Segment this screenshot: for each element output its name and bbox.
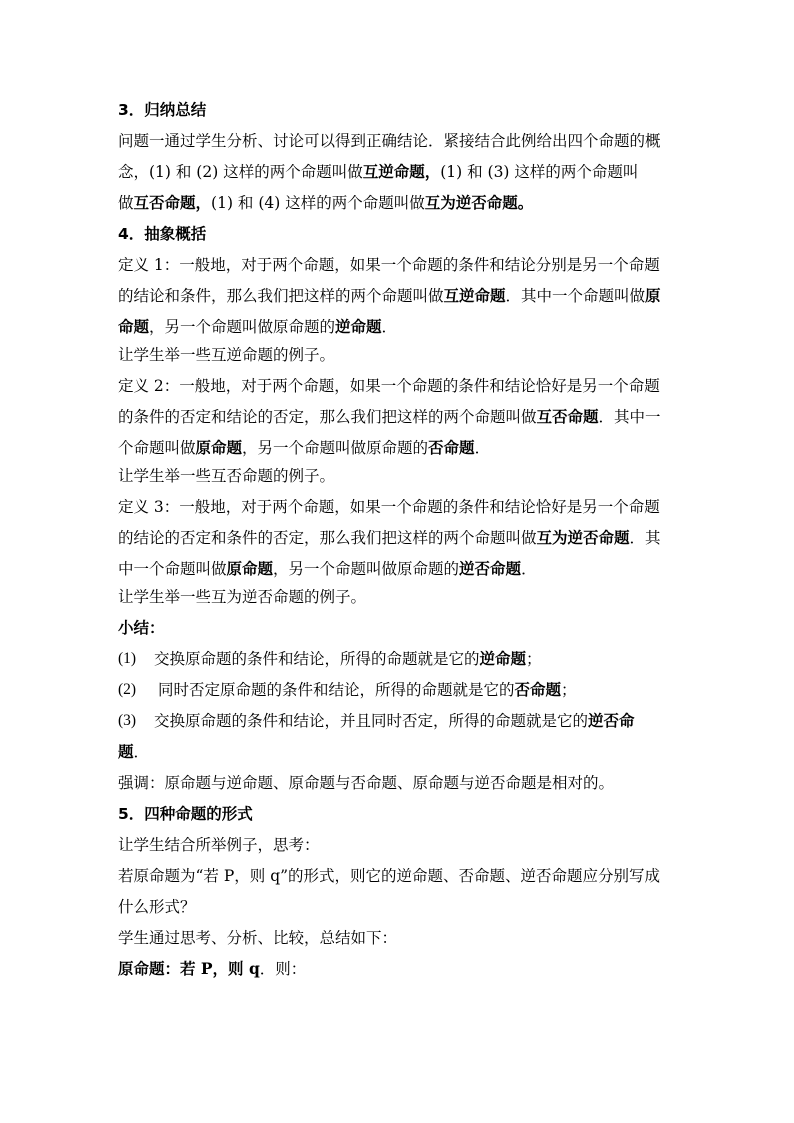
summary-item-2: (2) 同时否定原命题的条件和结论，所得的命题就是它的 否命题 ； [118,680,577,699]
paragraph-line: 若原命题为“若 P，则 q”的形式，则它的逆命题、否命题、逆否命题应分别写成 [118,867,661,885]
example-prompt-3: 让学生举一些互为逆否命题的例子。 [118,588,367,606]
original-proposition-line: 原命题：若 P，则 q ．则： [118,959,307,978]
paragraph-line: 念，(1) 和 (2) 这样的两个命题叫做 互逆命题， (1) 和 (3) 这样的两个命题叫 [118,158,678,186]
paragraph-line: 让学生结合所举例子，思考： [118,836,320,854]
definition-3-line: 的结论的否定和条件的否定，那么我们把这样的两个命题叫做 互为逆否命题 ．其 [118,528,661,547]
term-mutual-converse: 互逆命题， [362,162,441,181]
definition-1-line: 命题 ，另一个命题叫做原命题的 逆命题 ． [118,317,398,336]
summary-item-3: (3) 交换原命题的条件和结论，并且同时否定，所得的命题就是它的 逆否命 [118,711,635,730]
definition-3-line: 定义 3：一般地，对于两个命题，如果一个命题的条件和结论恰好是另一个命题 [118,498,660,516]
paragraph-line: 学生通过思考、分析、比较，总结如下： [118,929,398,947]
definition-2-line: 定义 2：一般地，对于两个命题，如果一个命题的条件和结论恰好是另一个命题 [118,377,660,395]
term-contrapositive: 互为逆否命题。 [424,193,534,212]
term-mutual-inverse: 互否命题， [133,193,212,212]
emphasis-line: 强调：原命题与逆命题、原命题与否命题、原命题与逆否命题是相对的。 [118,774,615,792]
paragraph-line: 做 互否命题， (1) 和 (4) 这样的两个命题叫做 互为逆否命题。 [118,189,678,217]
summary-item-1: (1) 交换原命题的条件和结论，所得的命题就是它的 逆命题 ； [118,649,542,668]
section-5-heading: 5．四种命题的形式 [118,805,253,823]
definition-3-line: 中一个命题叫做 原命题 ，另一个命题叫做原命题的 逆否命题 ． [118,559,537,578]
definition-2-line: 的条件的否定和结论的否定，那么我们把这样的两个命题叫做 互否命题 ．其中一 [118,407,661,426]
definition-2-line: 个命题叫做 原命题 ，另一个命题叫做原命题的 否命题 ． [118,438,491,457]
summary-label: 小结： [118,619,165,637]
paragraph-line: 问题一通过学生分析、讨论可以得到正确结论．紧接结合此例给出四个命题的概 [118,132,661,150]
example-prompt-2: 让学生举一些互否命题的例子。 [118,467,336,485]
paragraph-line: 什么形式？ [118,898,196,916]
example-prompt-1: 让学生举一些互逆命题的例子。 [118,346,336,364]
definition-1-line: 定义 1：一般地，对于两个命题，如果一个命题的条件和结论分别是另一个命题 [118,256,660,274]
section-4-heading: 4．抽象概括 [118,225,207,243]
document-page [118,96,678,983]
section-3-heading: 3．归纳总结 [118,101,207,119]
definition-1-line: 的结论和条件，那么我们把这样的两个命题叫做 互逆命题 ．其中一个命题叫做 原 [118,286,661,305]
summary-item-3-cont: 题 ． [118,742,150,761]
